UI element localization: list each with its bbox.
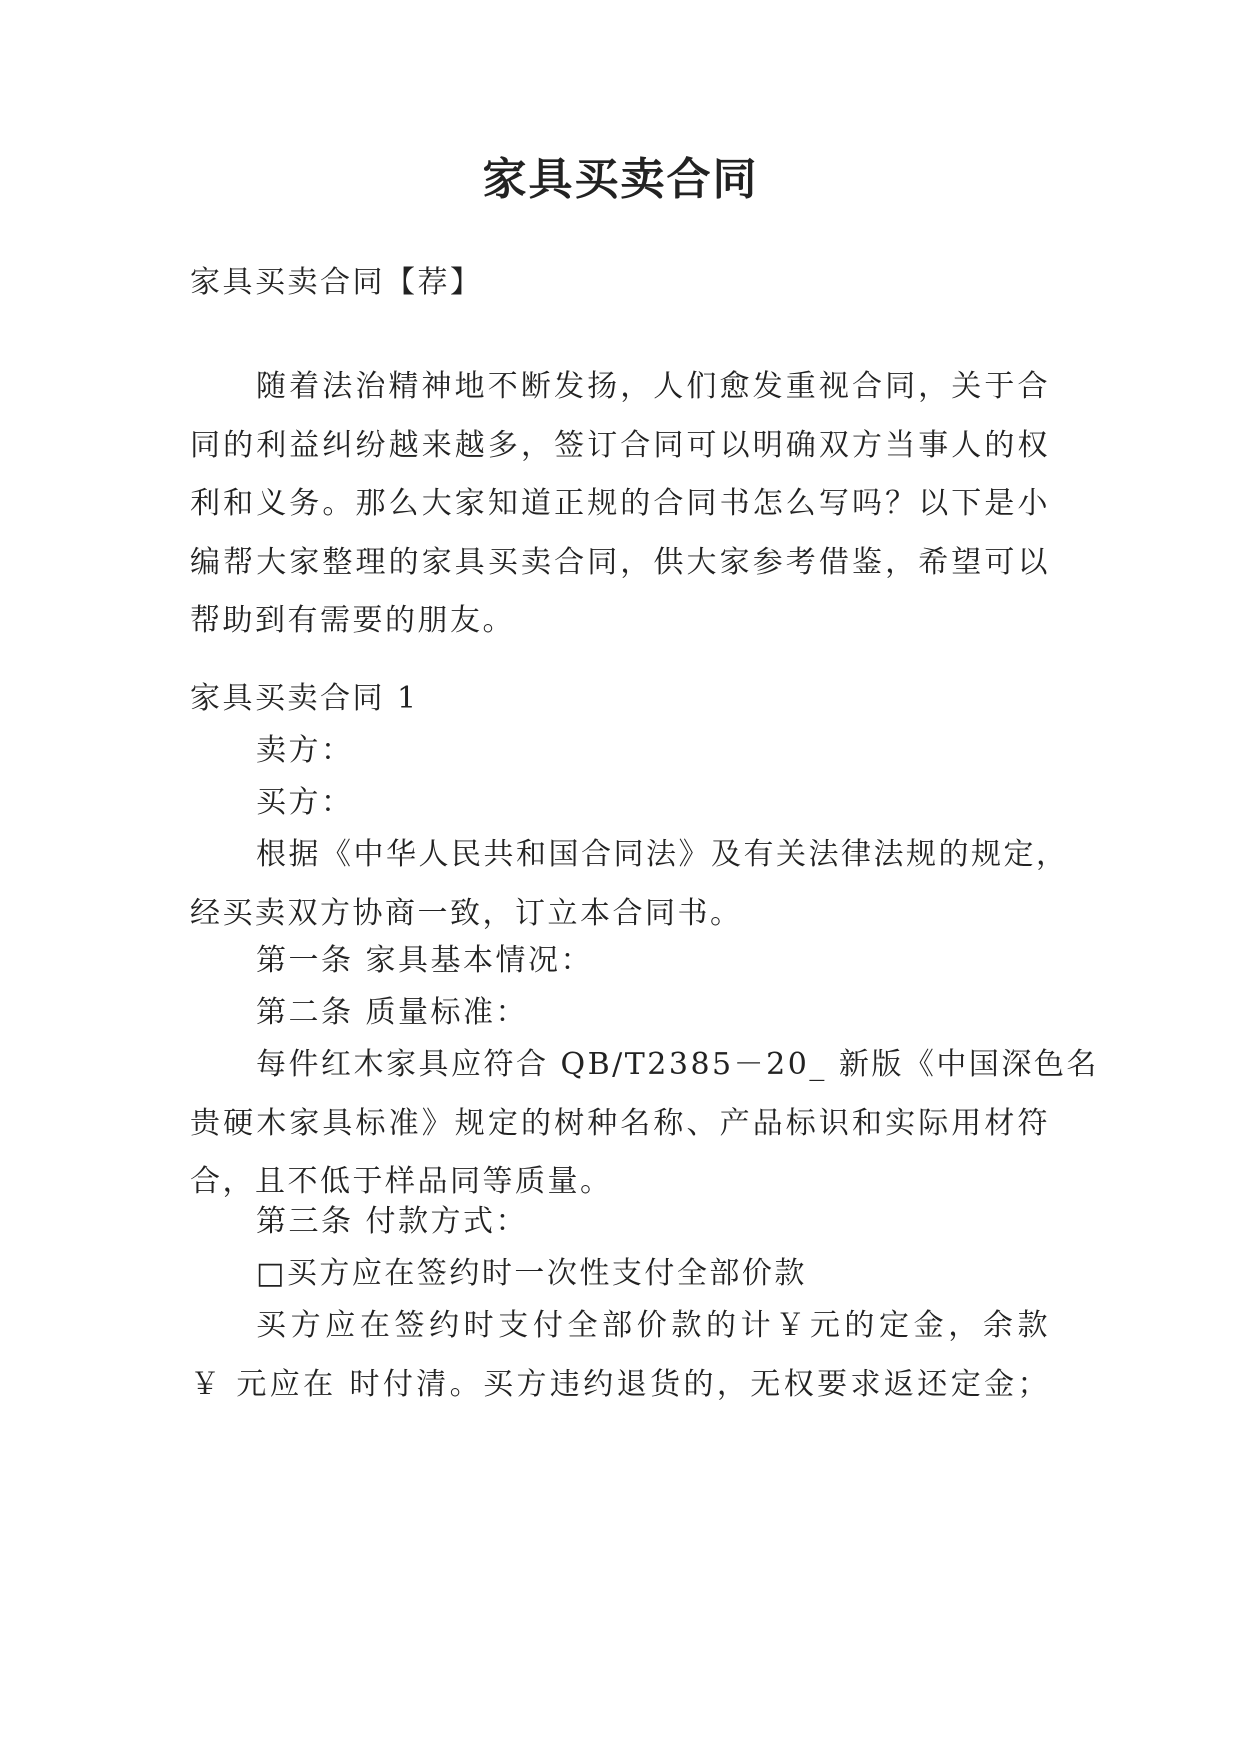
buyer-label: 买方： bbox=[256, 785, 354, 820]
deposit-paragraph bbox=[190, 1297, 1050, 1414]
intro-line: 编帮大家整理的家具买卖合同，供大家参考借鉴，希望可以 bbox=[190, 544, 1050, 580]
quality-line: 贵硬木家具标准》规定的树种名称、产品标识和实际用材符 bbox=[190, 1105, 1050, 1141]
contract1-heading: 家具买卖合同 1 bbox=[190, 681, 419, 716]
quality-line: 合，且不低于样品同等质量。 bbox=[190, 1164, 613, 1199]
quality-line: 每件红木家具应符合 QB/T2385－20_ 新版《中国深色名 bbox=[256, 1047, 1099, 1082]
intro-line: 帮助到有需要的朋友。 bbox=[190, 603, 515, 638]
quality-paragraph bbox=[190, 1036, 1099, 1212]
basis-line: 根据《中华人民共和国合同法》及有关法律法规的规定， bbox=[256, 837, 1069, 872]
document-title: 家具买卖合同 bbox=[482, 154, 759, 205]
basis-paragraph bbox=[190, 826, 1069, 943]
intro-paragraph bbox=[190, 358, 1050, 651]
article-1: 第一条 家具基本情况： bbox=[256, 943, 594, 978]
intro-line: 同的利益纠纷越来越多，签订合同可以明确双方当事人的权 bbox=[190, 427, 1050, 463]
deposit-line: 买方应在签约时支付全部价款的计￥元的定金，余款 bbox=[256, 1308, 1050, 1343]
article-3: 第三条 付款方式： bbox=[256, 1204, 529, 1239]
payment-option-1: □买方应在签约时一次性支付全部价款 bbox=[256, 1256, 807, 1291]
seller-label: 卖方： bbox=[256, 733, 354, 768]
deposit-line: ￥ 元应在 时付清。买方违约退货的，无权要求返还定金； bbox=[190, 1366, 1050, 1402]
document-subtitle: 家具买卖合同【荐】 bbox=[190, 265, 483, 300]
basis-line: 经买卖双方协商一致，订立本合同书。 bbox=[190, 895, 743, 931]
intro-line: 随着法治精神地不断发扬，人们愈发重视合同，关于合 bbox=[256, 369, 1050, 404]
intro-line: 利和义务。那么大家知道正规的合同书怎么写吗？以下是小 bbox=[190, 486, 1050, 521]
article-2: 第二条 质量标准： bbox=[256, 995, 529, 1030]
